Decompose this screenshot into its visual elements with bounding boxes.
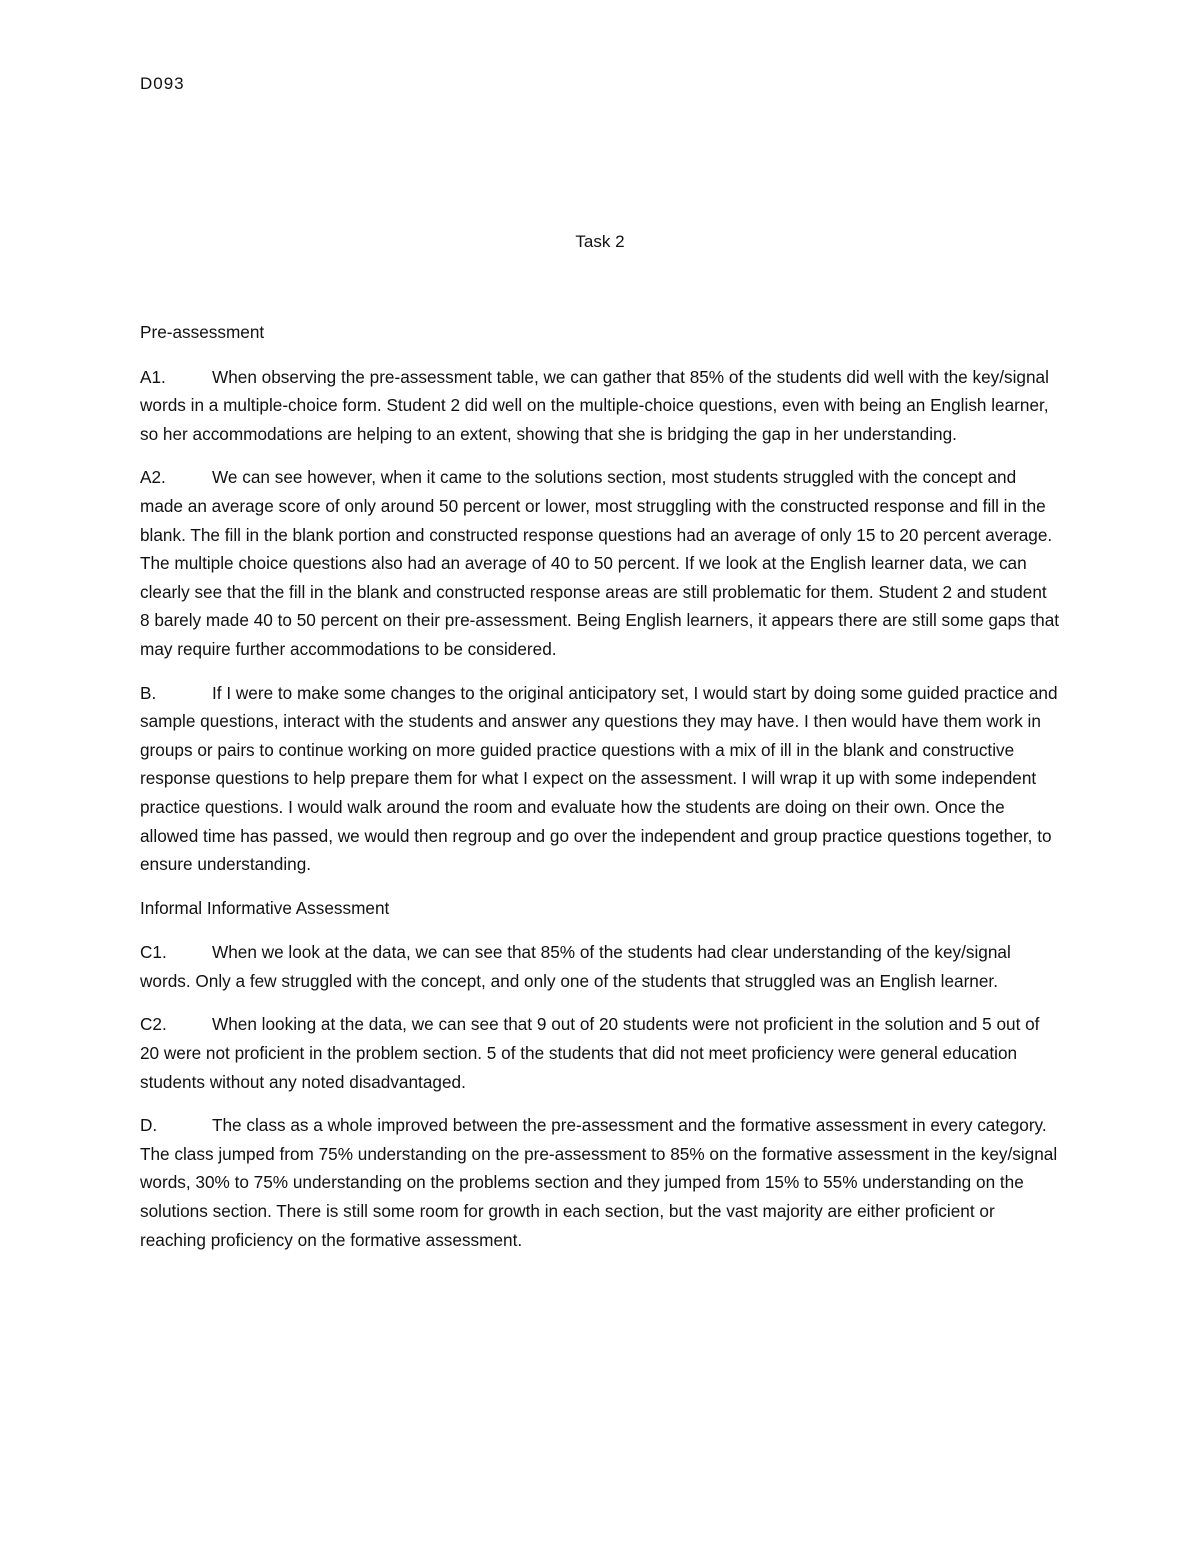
- paragraph-text: If I were to make some changes to the original anticipatory set, I would start by doing some guided practice and sample questions, interact with the students and answer any questions they may have. I then would have them work in groups or pairs to continue working on more guided practice questions with a mix of ill in the blank and constructive response questions to help prepare them for what I expect on the assessment. I will wrap it up with some independent practice questions. I would walk around the room and evaluate how the students are doing on their own. Once the allowed time has passed, we would then regroup and go over the independent and group practice questions together, to ensure understanding.: [140, 682, 1058, 875]
- paragraph-label: B.: [140, 682, 157, 703]
- paragraph-b: [140, 679, 1060, 879]
- page-title: Task 2: [575, 232, 625, 251]
- paragraph-text: When looking at the data, we can see that 9 out of 20 students were not proficient in the solution and 5 out of 20 were not proficient in the problem section. 5 of the students that did not meet proficiency were general education students without any noted disadvantaged.: [140, 1014, 1040, 1092]
- paragraph-text: We can see however, when it came to the solutions section, most students struggled with the concept and made an average score of only around 50 percent or lower, most struggling with the constructed response and fill in the blank. The fill in the blank portion and constructed response questions had an average of only 15 to 20 percent average. The multiple choice questions also had an average of 40 to 50 percent. If we look at the English learner data, we can clearly see that the fill in the blank and constructed response areas are still problematic for them. Student 2 and student 8 barely made 40 to 50 percent on their pre-assessment. Being English learners, it appears there are still some gaps that may require further accommodations to be considered.: [140, 467, 1060, 659]
- paragraph-text: The class as a whole improved between the pre-assessment and the formative assessment in every category. The class jumped from 75% understanding on the pre-assessment to 85% on the formative assessment in the key/signal words, 30% to 75% understanding on the problems section and they jumped from 15% to 55% understanding on the solutions section. There is still some room for growth in each section, but the vast majority are either proficient or reaching proficiency on the formative assessment.: [140, 1115, 1058, 1250]
- paragraph-label: C1.: [140, 942, 167, 963]
- section-heading-informal-assessment: Informal Informative Assessment: [140, 897, 390, 918]
- paragraph-label: A2.: [140, 467, 166, 488]
- paragraph-label: D.: [140, 1115, 158, 1136]
- paragraph-text: When we look at the data, we can see that 85% of the students had clear understanding of the key/signal words. Only a few struggled with the concept, and only one of the students that struggled was an English learner.: [140, 942, 1011, 991]
- paragraph-d: [140, 1111, 1060, 1254]
- paragraph-c1: [140, 938, 1060, 995]
- document-code: D093: [140, 74, 185, 93]
- paragraph-text: When observing the pre-assessment table, we can gather that 85% of the students did well with the key/signal words in a multiple-choice form. Student 2 did well on the multiple-choice questions, even with being an English learner, so her accommodations are helping to an extent, showing that she is bridging the gap in her understanding.: [140, 366, 1049, 444]
- paragraph-a2: [140, 463, 1060, 663]
- paragraph-c2: [140, 1010, 1060, 1096]
- paragraph-label: A1.: [140, 366, 166, 387]
- paragraph-label: C2.: [140, 1014, 167, 1035]
- paragraph-a1: [140, 363, 1060, 449]
- section-heading-pre-assessment: Pre-assessment: [140, 322, 265, 342]
- document-body: [140, 318, 1060, 1269]
